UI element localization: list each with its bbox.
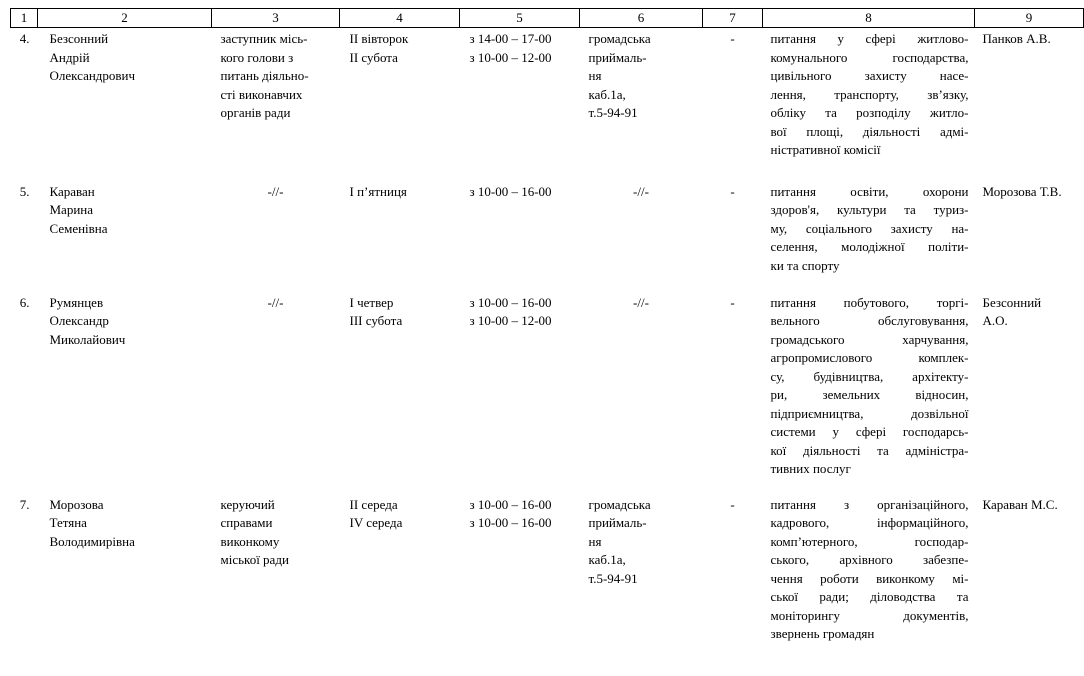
official-position: керуючий справами виконкому міської ради [220,496,289,567]
reception-place: громадська приймаль- ня каб.1а, т.5-94-91 [588,31,651,120]
row-number: 7. [19,496,30,512]
reception-hours: з 10-00 – 16-00 [469,183,552,199]
column-7-value: - [730,183,735,199]
substitute-official: Морозова Т.В. [982,183,1062,199]
official-name: Морозова Тетяна Володимирівна [49,496,135,549]
official-name: Безсонний Андрій Олександрович [49,31,136,83]
issues-description: питання побутового, торгі- вельного обслуговування, громадського харчування, агропромислового комплек- су, будівництва, архітекту- ри, земельних відносин, підприємництва, дозвільної системи у сфері господарсь- кої діяльності та адміністра- тивних послуг [770,294,969,476]
substitute-official: Безсонний А.О. [982,294,1042,328]
column-number-4: 4 [340,9,460,28]
official-position: -//- [267,183,284,199]
table-row [11,28,1084,181]
column-7-value: - [730,496,735,512]
column-number-3: 3 [212,9,340,28]
column-number-7: 7 [703,9,763,28]
column-7-value: - [730,294,735,310]
reception-days: I п’ятниця [349,183,407,199]
row-number: 6. [19,294,30,310]
reception-days: II середа IV середа [349,496,403,530]
official-name: Караван Марина Семенівна [49,183,108,236]
substitute-official: Караван М.С. [982,496,1058,512]
table-row [11,292,1084,494]
column-number-9: 9 [975,9,1084,28]
issues-description: питання з організаційного, кадрового, інформаційного, комп’ютерного, господар- ського, архівного забезпе- чення роботи виконкому мі- ської ради; діловодства та моніторингу документів, звернень громадян [770,496,969,641]
substitute-official: Панков А.В. [982,31,1051,46]
column-number-1: 1 [11,9,38,28]
column-number-5: 5 [460,9,580,28]
issues-description: питання у сфері житлово- комунального господарства, цивільного захисту насе- лення, транспорту, зв’язку, обліку та розподілу житло- вої площі, діяльності адмі- ністративної комісії [770,31,969,157]
issues-description: питання освіти, охорони здоров'я, культури та туриз- му, соціального захисту на- селення, молодіжної політи- ки та спорту [770,183,969,273]
column-7-value: - [730,31,735,46]
reception-place: -//- [633,294,649,310]
table-row [11,494,1084,664]
reception-place: громадська приймаль- ня каб.1а, т.5-94-91 [588,496,651,586]
column-number-2: 2 [38,9,212,28]
reception-hours: з 10-00 – 16-00 з 10-00 – 12-00 [469,294,552,328]
reception-hours: з 14-00 – 17-00 з 10-00 – 12-00 [469,31,552,65]
official-position: заступник місь- кого голови з питань діяльно- сті виконавчих органів ради [220,31,309,120]
reception-schedule-table [10,8,1084,664]
column-number-6: 6 [580,9,703,28]
reception-place: -//- [633,183,649,199]
column-number-8: 8 [763,9,975,28]
official-position: -//- [267,294,284,310]
reception-days: I четвер III субота [349,294,403,328]
document-page [10,8,1062,664]
table-row [11,181,1084,292]
row-number: 5. [19,183,30,199]
reception-hours: з 10-00 – 16-00 з 10-00 – 16-00 [469,496,552,530]
column-number-header-row [11,9,1084,28]
reception-days: II вівторок II субота [349,31,409,65]
row-number: 4. [19,31,30,46]
official-name: Румянцев Олександр Миколайович [49,294,126,347]
